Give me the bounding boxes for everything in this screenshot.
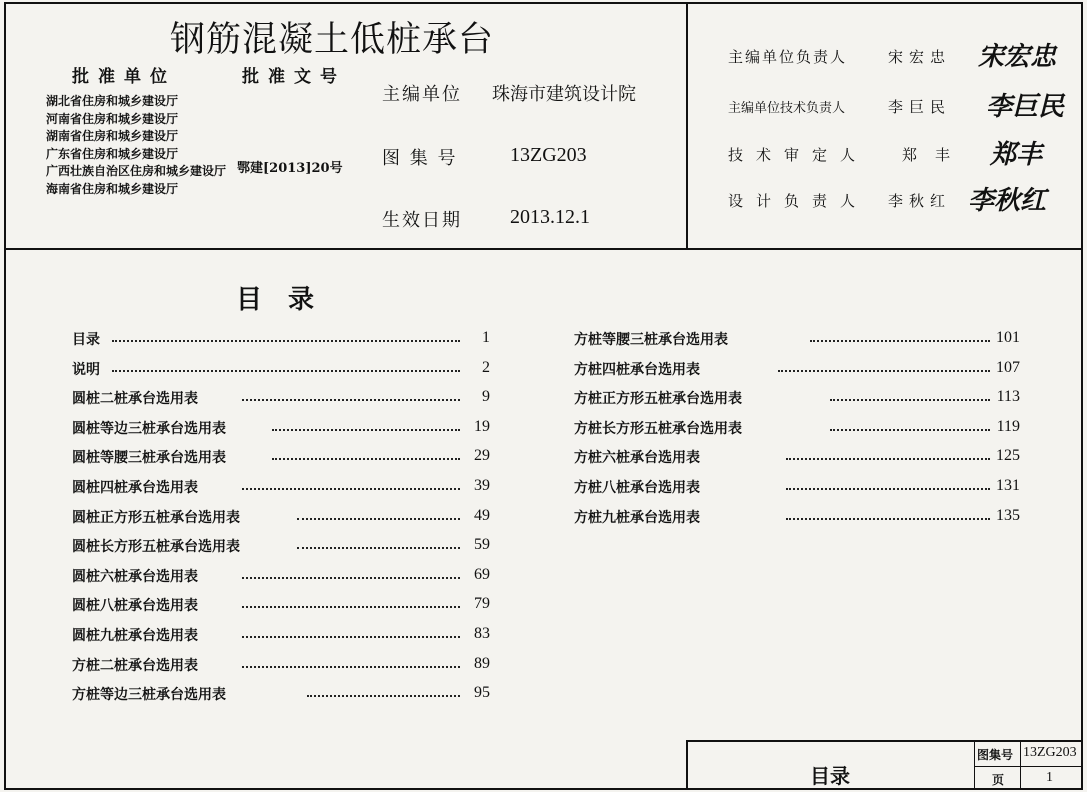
approval-unit-label: 批准单位 xyxy=(72,67,176,87)
toc-entry-title: 方桩等边三桩承台选用表 xyxy=(72,687,226,704)
toc-leader-dots xyxy=(272,458,460,460)
toc-entry-page: 19 xyxy=(474,417,490,435)
toc-entry xyxy=(574,359,1020,383)
effective-date-label: 生效日期 xyxy=(382,210,462,231)
signature: 郑丰 xyxy=(990,140,1043,170)
toc-leader-dots xyxy=(786,488,990,490)
title-block-atlas-label: 图集号 xyxy=(977,748,1014,762)
toc-entry-page: 101 xyxy=(996,329,1020,346)
toc-leader-dots xyxy=(786,458,990,460)
toc-entry xyxy=(72,566,490,590)
title-block-left-rule xyxy=(686,740,688,790)
toc-entry-title: 圆桩正方形五桩承台选用表 xyxy=(72,509,240,526)
toc-entry-title: 圆桩等边三桩承台选用表 xyxy=(72,420,226,437)
approval-unit: 湖北省住房和城乡建设厅 xyxy=(46,94,179,108)
personnel-role: 主编单位负责人 xyxy=(728,48,848,66)
personnel-role: 技术审定人 xyxy=(728,146,869,164)
effective-date-value: 2013.12.1 xyxy=(510,206,590,228)
toc-leader-dots xyxy=(242,606,460,608)
personnel-name: 宋宏忠 xyxy=(888,48,952,66)
toc-entry-page: 2 xyxy=(482,358,490,376)
toc-entry xyxy=(574,418,1020,442)
toc-leader-dots xyxy=(242,399,460,401)
toc-entry-page: 29 xyxy=(474,447,490,465)
toc-entry-title: 方桩四桩承台选用表 xyxy=(574,361,700,378)
toc-entry xyxy=(574,329,1020,353)
toc-entry-page: 135 xyxy=(996,506,1020,524)
toc-entry-page: 125 xyxy=(996,447,1020,465)
toc-entry-page: 95 xyxy=(474,684,490,702)
personnel-name: 郑丰 xyxy=(902,146,969,164)
toc-leader-dots xyxy=(112,370,460,372)
toc-entry-title: 圆桩二桩承台选用表 xyxy=(72,391,198,408)
toc-entry-title: 圆桩八桩承台选用表 xyxy=(72,598,198,615)
toc-entry-title: 圆桩长方形五桩承台选用表 xyxy=(72,539,240,556)
toc-heading: 目录 xyxy=(236,285,341,315)
atlas-no-value: 13ZG203 xyxy=(510,144,587,166)
title-block-atlas-no: 13ZG203 xyxy=(1023,745,1077,760)
toc-leader-dots xyxy=(242,488,460,490)
title-block-page-no: 1 xyxy=(1046,770,1053,785)
toc-entry xyxy=(72,418,490,442)
toc-entry-title: 方桩等腰三桩承台选用表 xyxy=(574,332,728,348)
title-block-title: 目录 xyxy=(810,764,850,788)
toc-entry-page: 59 xyxy=(474,536,490,554)
title-block-page-label: 页 xyxy=(992,773,1005,787)
approval-unit: 河南省住房和城乡建设厅 xyxy=(46,111,179,126)
toc-entry-title: 方桩八桩承台选用表 xyxy=(574,480,700,496)
signature: 李秋红 xyxy=(968,186,1047,216)
toc-entry xyxy=(72,477,490,501)
approval-doc-number: 鄂建[2013]20号 xyxy=(237,161,343,176)
toc-entry-page: 119 xyxy=(996,417,1020,435)
toc-leader-dots xyxy=(272,429,460,431)
toc-entry xyxy=(72,507,490,531)
toc-entry-title: 圆桩六桩承台选用表 xyxy=(72,568,198,585)
approval-unit: 广东省住房和城乡建设厅 xyxy=(46,146,179,161)
personnel-name: 李巨民 xyxy=(888,98,952,116)
toc-entry-page: 9 xyxy=(482,388,490,406)
approval-units-list xyxy=(46,93,226,198)
toc-entry-title: 目录 xyxy=(72,332,100,348)
toc-leader-dots xyxy=(112,340,460,342)
signature: 李巨民 xyxy=(986,92,1065,122)
toc-entry-title: 方桩二桩承台选用表 xyxy=(72,657,198,674)
toc-entry-page: 83 xyxy=(474,625,490,642)
toc-entry xyxy=(72,536,490,560)
approval-unit: 广西壮族自治区住房和城乡建设厅 xyxy=(46,164,227,178)
toc-entry xyxy=(72,388,490,412)
personnel-role: 设计负责人 xyxy=(728,192,869,210)
toc-leader-dots xyxy=(242,577,460,579)
toc-entry-title: 圆桩九桩承台选用表 xyxy=(72,628,198,644)
toc-entry xyxy=(72,655,490,679)
toc-leader-dots xyxy=(786,518,990,520)
toc-entry xyxy=(72,447,490,471)
toc-entry xyxy=(72,359,490,383)
chief-unit-value: 珠海市建筑设计院 xyxy=(492,84,636,105)
personnel-role: 主编单位技术负责人 xyxy=(728,101,846,116)
chief-unit-label: 主编单位 xyxy=(382,84,462,105)
title-block-divider xyxy=(974,740,975,790)
toc-entry-page: 49 xyxy=(474,506,490,524)
toc-entry-title: 方桩正方形五桩承台选用表 xyxy=(574,391,742,408)
toc-leader-dots xyxy=(830,399,990,401)
toc-leader-dots xyxy=(307,695,460,697)
toc-leader-dots xyxy=(810,340,990,342)
signature: 宋宏忠 xyxy=(978,42,1057,72)
toc-entry-title: 说明 xyxy=(72,361,100,378)
toc-entry xyxy=(72,625,490,649)
toc-entry xyxy=(574,477,1020,501)
toc-entry-page: 113 xyxy=(996,388,1020,406)
title-block-mid-rule xyxy=(974,766,1083,767)
toc-leader-dots xyxy=(830,429,990,431)
toc-leader-dots xyxy=(297,518,460,520)
document-title: 钢筋混凝土低桩承台 xyxy=(170,20,495,60)
toc-leader-dots xyxy=(242,636,460,638)
toc-entry-page: 89 xyxy=(474,654,490,672)
toc-entry-page: 107 xyxy=(996,358,1020,376)
toc-entry-title: 圆桩等腰三桩承台选用表 xyxy=(72,450,226,467)
personnel-name: 李秋红 xyxy=(888,192,952,210)
toc-entry xyxy=(72,684,490,708)
toc-leader-dots xyxy=(297,547,460,549)
title-block-top-rule xyxy=(686,740,1083,742)
toc-entry xyxy=(72,595,490,619)
header-divider xyxy=(686,2,688,250)
header-bottom-rule xyxy=(4,248,1083,250)
toc-entry-page: 39 xyxy=(474,477,490,494)
approval-doc-label: 批准文号 xyxy=(242,67,346,87)
toc-entry-page: 69 xyxy=(474,565,490,583)
toc-entry-title: 方桩六桩承台选用表 xyxy=(574,450,700,467)
toc-entry-title: 方桩九桩承台选用表 xyxy=(574,509,700,526)
approval-unit: 海南省住房和城乡建设厅 xyxy=(46,181,179,196)
approval-unit: 湖南省住房和城乡建设厅 xyxy=(46,129,179,143)
toc-entry-title: 圆桩四桩承台选用表 xyxy=(72,480,198,496)
toc-entry xyxy=(574,388,1020,412)
atlas-no-label: 图 集 号 xyxy=(382,148,458,169)
toc-entry xyxy=(574,507,1020,531)
title-block-divider xyxy=(1020,740,1021,790)
toc-entry-page: 131 xyxy=(996,477,1020,494)
toc-leader-dots xyxy=(242,666,460,668)
toc-entry xyxy=(574,447,1020,471)
toc-leader-dots xyxy=(778,370,990,372)
toc-entry-page: 1 xyxy=(482,329,490,346)
toc-entry xyxy=(72,329,490,353)
toc-entry-title: 方桩长方形五桩承台选用表 xyxy=(574,420,742,437)
toc-entry-page: 79 xyxy=(474,595,490,613)
